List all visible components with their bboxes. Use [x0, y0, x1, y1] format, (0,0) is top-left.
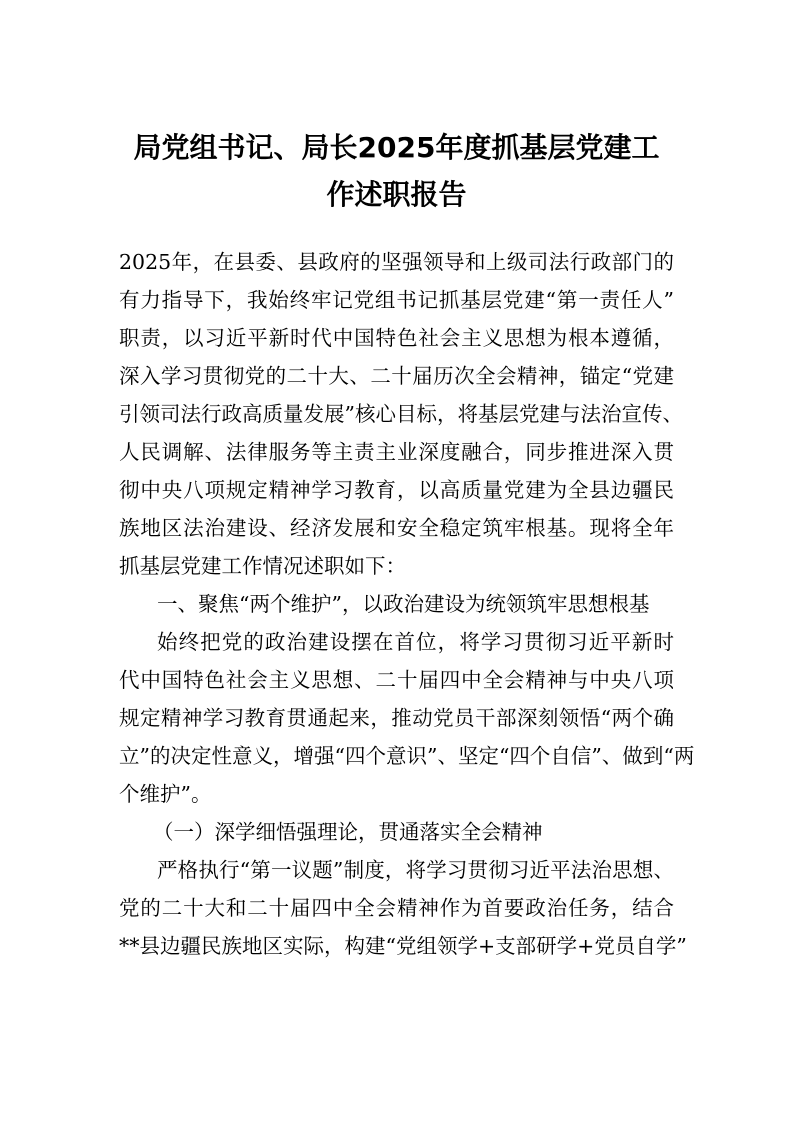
- paragraph-line: 有力指导下，我始终牢记党组书记抓基层党建“第一责任人”: [119, 288, 674, 312]
- paragraph-line: 引领司法行政高质量发展”核心目标，将基层党建与法治宣传、: [119, 402, 683, 426]
- paragraph-line: 族地区法治建设、经济发展和安全稳定筑牢根基。现将全年: [119, 516, 674, 540]
- paragraph-line: 严格执行“第一议题”制度，将学习贯彻习近平法治思想、: [157, 858, 674, 882]
- paragraph-line: 个维护”。: [119, 782, 212, 806]
- subsection-heading: （一）深学细悟强理论，贯通落实全会精神: [153, 820, 543, 844]
- paragraph-line: 始终把党的政治建设摆在首位，将学习贯彻习近平新时: [157, 630, 674, 654]
- section-heading: 一、聚焦“两个维护”，以政治建设为统领筑牢思想根基: [157, 592, 650, 616]
- paragraph-line: 规定精神学习教育贯通起来，推动党员干部深刻领悟“两个确: [119, 706, 674, 730]
- paragraph-line: 彻中央八项规定精神学习教育，以高质量党建为全县边疆民: [119, 478, 674, 502]
- paragraph-line: 立”的决定性意义，增强“四个意识”、坚定“四个自信”、做到“两: [119, 744, 695, 768]
- title-line-1: 局党组书记、局长2025年度抓基层党建工: [133, 131, 660, 164]
- title-line-2: 作述职报告: [326, 178, 467, 211]
- paragraph-line: 代中国特色社会主义思想、二十届四中全会精神与中央八项: [119, 668, 674, 692]
- paragraph-line: 深入学习贯彻党的二十大、二十届历次全会精神，锚定“党建: [119, 364, 674, 388]
- paragraph-line: 2025年，在县委、县政府的坚强领导和上级司法行政部门的: [119, 250, 674, 274]
- paragraph-line: 人民调解、法律服务等主责主业深度融合，同步推进深入贯: [119, 440, 674, 464]
- paragraph-line: 党的二十大和二十届四中全会精神作为首要政治任务，结合: [119, 896, 674, 920]
- paragraph-line: 抓基层党建工作情况述职如下：: [119, 554, 406, 578]
- paragraph-line: 职责，以习近平新时代中国特色社会主义思想为根本遵循，: [119, 326, 674, 350]
- paragraph-line: **县边疆民族地区实际，构建“党组领学+支部研学+党员自学”: [119, 934, 687, 958]
